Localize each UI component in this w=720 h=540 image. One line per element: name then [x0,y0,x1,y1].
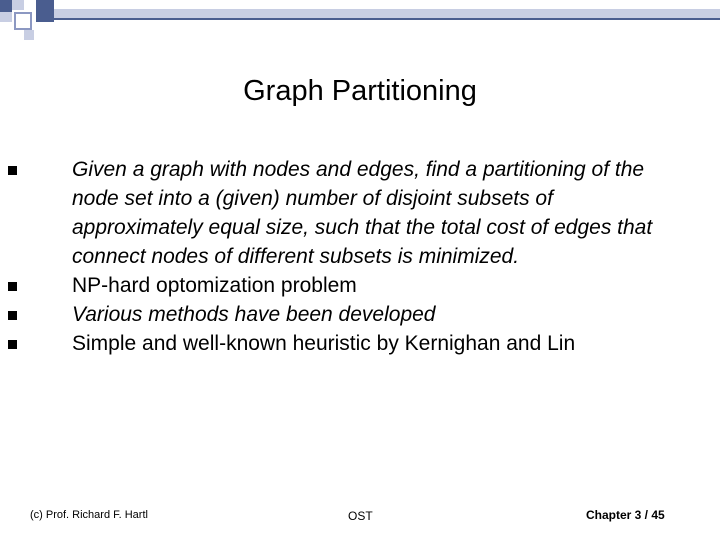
bullet-item [62,329,682,358]
corner-square-decoration [12,0,24,10]
footer-course: OST [348,509,373,523]
bullet-text: NP-hard optomization problem [72,274,357,297]
corner-square-decoration [0,12,12,22]
bullet-text: Simple and well-known heuristic by Kernighan and Lin [72,332,576,355]
corner-square-decoration [14,12,32,30]
corner-square-decoration [36,0,54,22]
bullet-list [62,155,682,358]
bullet-text: Given a graph with nodes and edges, find a partitioning of the node set into a (given) number of disjoint subsets of approximately equal size, such that the total cost of edges that connect nodes of different subsets is minimized. [72,158,653,268]
square-bullet-icon [8,282,17,291]
bullet-item [62,300,682,329]
header-rule [54,18,720,20]
bullet-item [62,155,682,271]
footer-author: (c) Prof. Richard F. Hartl [30,509,148,521]
square-bullet-icon [8,166,17,175]
square-bullet-icon [8,340,17,349]
bullet-text: Various methods have been developed [72,303,436,326]
corner-square-decoration [0,0,12,12]
square-bullet-icon [8,311,17,320]
header-band [54,9,720,18]
corner-square-decoration [24,30,34,40]
footer-page-number: Chapter 3 / 45 [586,508,665,522]
bullet-item [62,271,682,300]
slide-title: Graph Partitioning [243,75,477,107]
